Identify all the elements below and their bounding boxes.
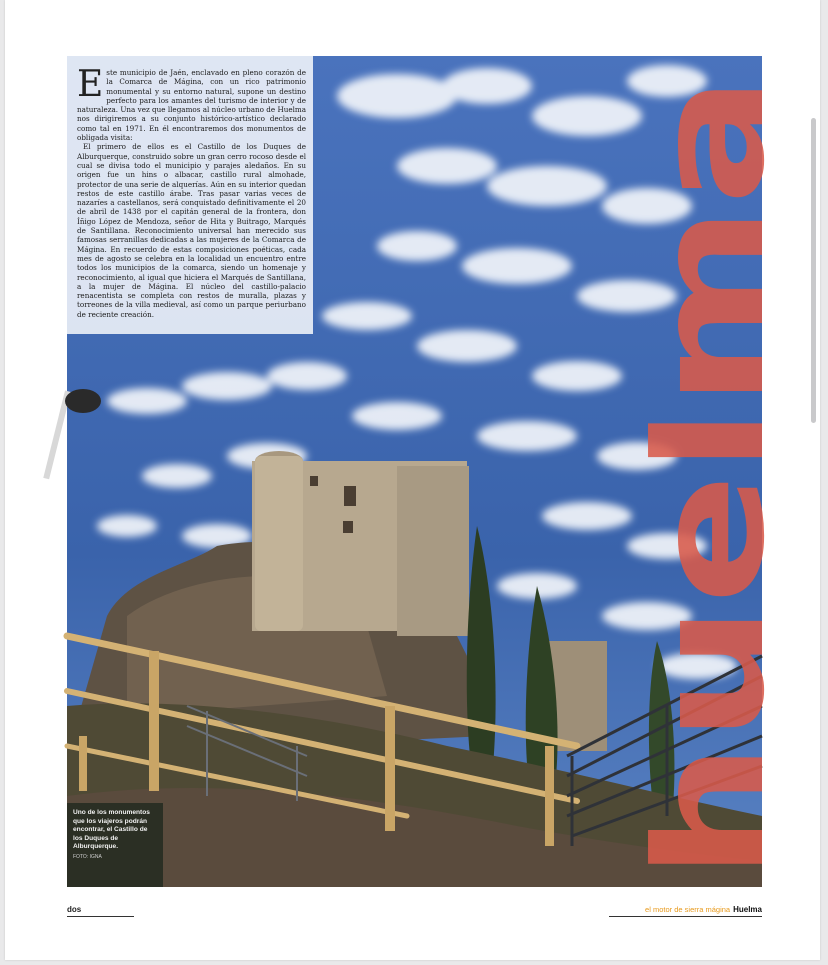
footer-divider-left [67,916,134,917]
vertical-title-text: huelma [624,255,798,880]
vertical-title [624,60,798,880]
article-paragraph: El primero de ellos es el Castillo de los Duques de Alburquerque, construido sobre un gran cerro rocoso desde el cual se divisa todo el municipio y parajes aledaños. En su origen fue un hins o albacar, castillo rural almohade, protector de una serie de alquerías. Aún en su interior quedan restos de este castillo árabe. Tras pasar varias veces de nazaríes a castellanos, será conquistado definitivamente el 20 de abril de 1438 por el capitán general de la frontera, don Íñigo López de Mendoza, señor de Hita y Buitrago, Marqués de Santillana. Reconocimiento universal han merecido sus famosas serranillas dedicadas a las mujeres de la Comarca de Mágina. En recuerdo de estas composiciones poéticas, cada mes de agosto se celebra en la localidad un encuentro entre todos los municipios de la comarca, siendo un homenaje y reconocimiento, al igual que hiciera el Marqués de Santillana, a la mujer de Mágina. El núcleo del castillo-palacio renacentista se completa con restos de muralla, plazas y torreones de la villa medieval, así como un parque periurbano de reciente creación. [77,142,306,319]
caption-text: Uno de los monumentos que los viajeros podrán encontrar, el Castillo de los Duques de Alburquerque. [73,809,150,851]
scrollbar[interactable] [811,118,816,423]
footer-divider-right [609,916,762,917]
photo-caption [67,803,163,887]
footer-tagline: el motor de sierra mágina [645,905,731,914]
footer-brand: Huelma [733,905,762,914]
footer-section-label: dos [67,905,82,914]
photo-credit: FOTO: IGNA [73,853,102,860]
article-paragraph: Este municipio de Jaén, enclavado en pleno corazón de la Comarca de Mágina, con un rico patrimonio monumental y su entorno natural, supone un destino perfecto para los amantes del turismo de interior y de naturaleza. Una vez que llegamos al núcleo urbano de Huelma nos dirigiremos a su conjunto histórico-artístico declarado como tal en 1971. En él encontraremos dos monumentos de obligada visita: [77,64,306,143]
article-text-box [67,56,313,334]
drop-cap: E [77,64,104,105]
footer-running-head [645,905,762,914]
